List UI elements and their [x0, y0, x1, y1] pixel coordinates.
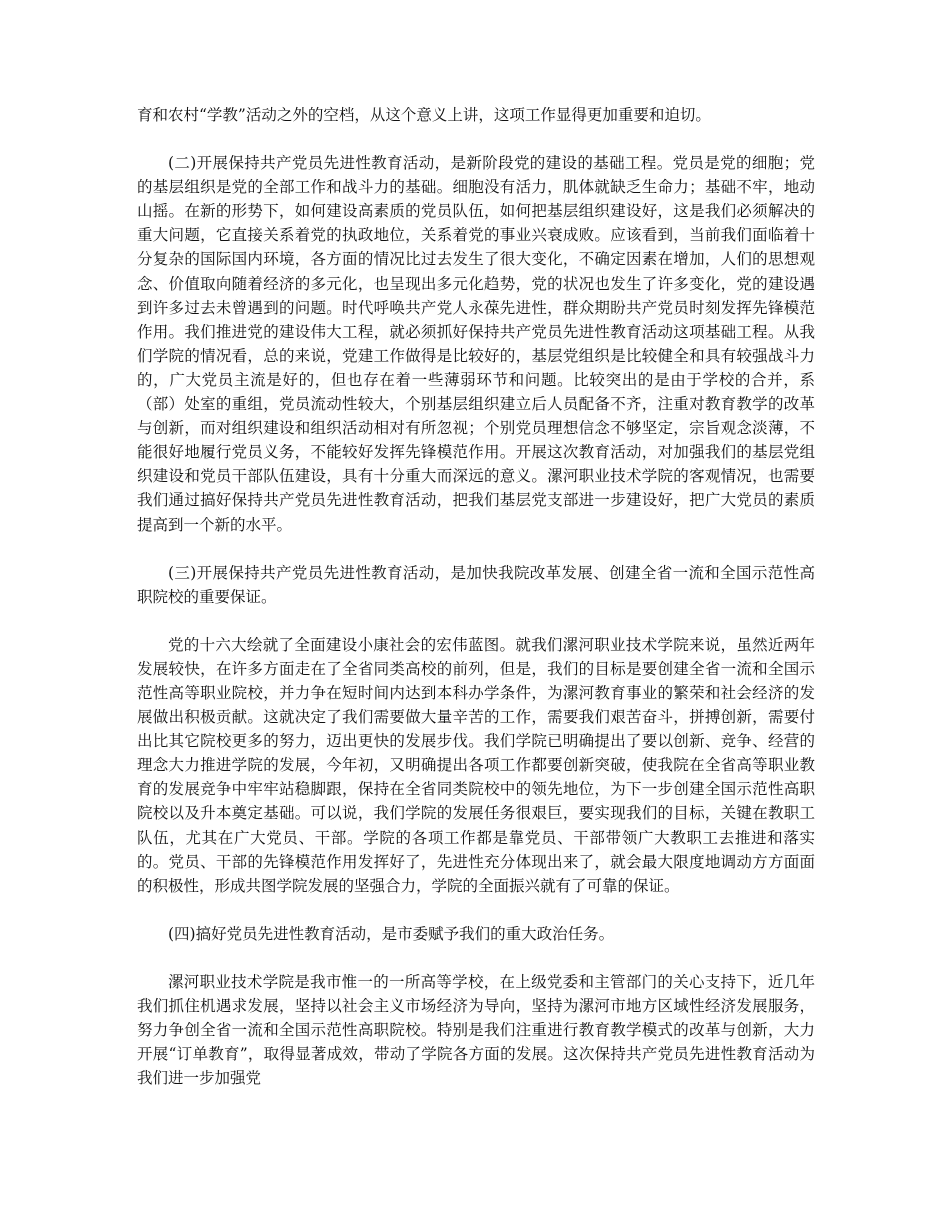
- paragraph-section-3-body: 党的十六大绘就了全面建设小康社会的宏伟蓝图。就我们漯河职业技术学院来说，虽然近两年发展较快，在许多方面走在了全省同类高校的前列，但是，我们的目标是要创建全省一流和全国示范性高等职业院校，并力争在短时间内达到本科办学条件，为漯河教育事业的繁荣和社会经济的发展做出积极贡献。这就决定了我们需要做大量辛苦的工作，需要我们艰苦奋斗，拼搏创新，需要付出比其它院校更多的努力，迈出更快的发展步伐。我们学院已明确提出了要以创新、竞争、经营的理念大力推进学院的发展，今年初，又明确提出各项工作都要创新突破，使我院在全省高等职业教育的发展竞争中牢牢站稳脚跟，保持在全省同类院校中的领先地位，为下一步创建全国示范性高职院校以及升本奠定基础。可以说，我们学院的发展任务很艰巨，要实现我们的目标，关键在教职工队伍，尤其在广大党员、干部。学院的各项工作都是靠党员、干部带领广大教职工去推进和落实的。党员、干部的先锋模范作用发挥好了，先进性充分体现出来了，就会最大限度地调动方方面面的积极性，形成共图学院发展的坚强合力，学院的全面振兴就有了可靠的保证。: [137, 635, 815, 895]
- document-body: [137, 103, 815, 1114]
- paragraph-section-3-heading: (三)开展保持共产党员先进性教育活动，是加快我院改革发展、创建全省一流和全国示范性高职院校的重要保证。: [137, 563, 815, 606]
- paragraph-section-4-heading: (四)搞好党员先进性教育活动，是市委赋予我们的重大政治任务。: [168, 924, 615, 943]
- paragraph-section-4-body: 漯河职业技术学院是我市惟一的一所高等学校，在上级党委和主管部门的关心支持下，近几年我们抓住机遇求发展，坚持以社会主义市场经济为导向，坚持为漯河市地方区域性经济发展服务，努力争创全省一流和全国示范性高职院校。特别是我们注重进行教育教学模式的改革与创新，大力开展“订单教育”，取得显著成效，带动了学院各方面的发展。这次保持共产党员先进性教育活动为我们进一步加强党: [137, 972, 815, 1088]
- paragraph-section-2: (二)开展保持共产党员先进性教育活动，是新阶段党的建设的基础工程。党员是党的细胞；党的基层组织是党的全部工作和战斗力的基础。细胞没有活力，肌体就缺乏生命力；基础不牢，地动山摇。在新的形势下，如何建设高素质的党员队伍，如何把基层组织建设好，这是我们必须解决的重大问题，它直接关系着党的执政地位，关系着党的事业兴衰成败。应该看到，当前我们面临着十分复杂的国际国内环境，各方面的情况比过去发生了很大变化，不确定因素在增加，人们的思想观念、价值取向随着经济的多元化，也呈现出多元化趋势，党的状况也发生了许多变化，党的建设遇到许多过去未曾遇到的问题。时代呼唤共产党人永葆先进性，群众期盼共产党员时刻发挥先锋模范作用。我们推进党的建设伟大工程，就必须抓好保持共产党员先进性教育活动这项基础工程。从我们学院的情况看，总的来说，党建工作做得是比较好的，基层党组织是比较健全和具有较强战斗力的，广大党员主流是好的，但也存在着一些薄弱环节和问题。比较突出的是由于学校的合并，系（部）处室的重组，党员流动性较大，个别基层组织建立后人员配备不齐，注重对教育教学的改革与创新，而对组织建设和组织活动相对有所忽视；个别党员理想信念不够坚定，宗旨观念淡薄，不能很好地履行党员义务，不能较好发挥先锋模范作用。开展这次教育活动，对加强我们的基层党组织建设和党员干部队伍建设，具有十分重大而深远的意义。漯河职业技术学院的客观情况，也需要我们通过搞好保持共产党员先进性教育活动，把我们基层党支部进一步建设好，把广大党员的素质提高到一个新的水平。: [137, 154, 815, 534]
- paragraph-continuation: 育和农村“学教”活动之外的空档，从这个意义上讲，这项工作显得更加重要和迫切。: [137, 106, 711, 124]
